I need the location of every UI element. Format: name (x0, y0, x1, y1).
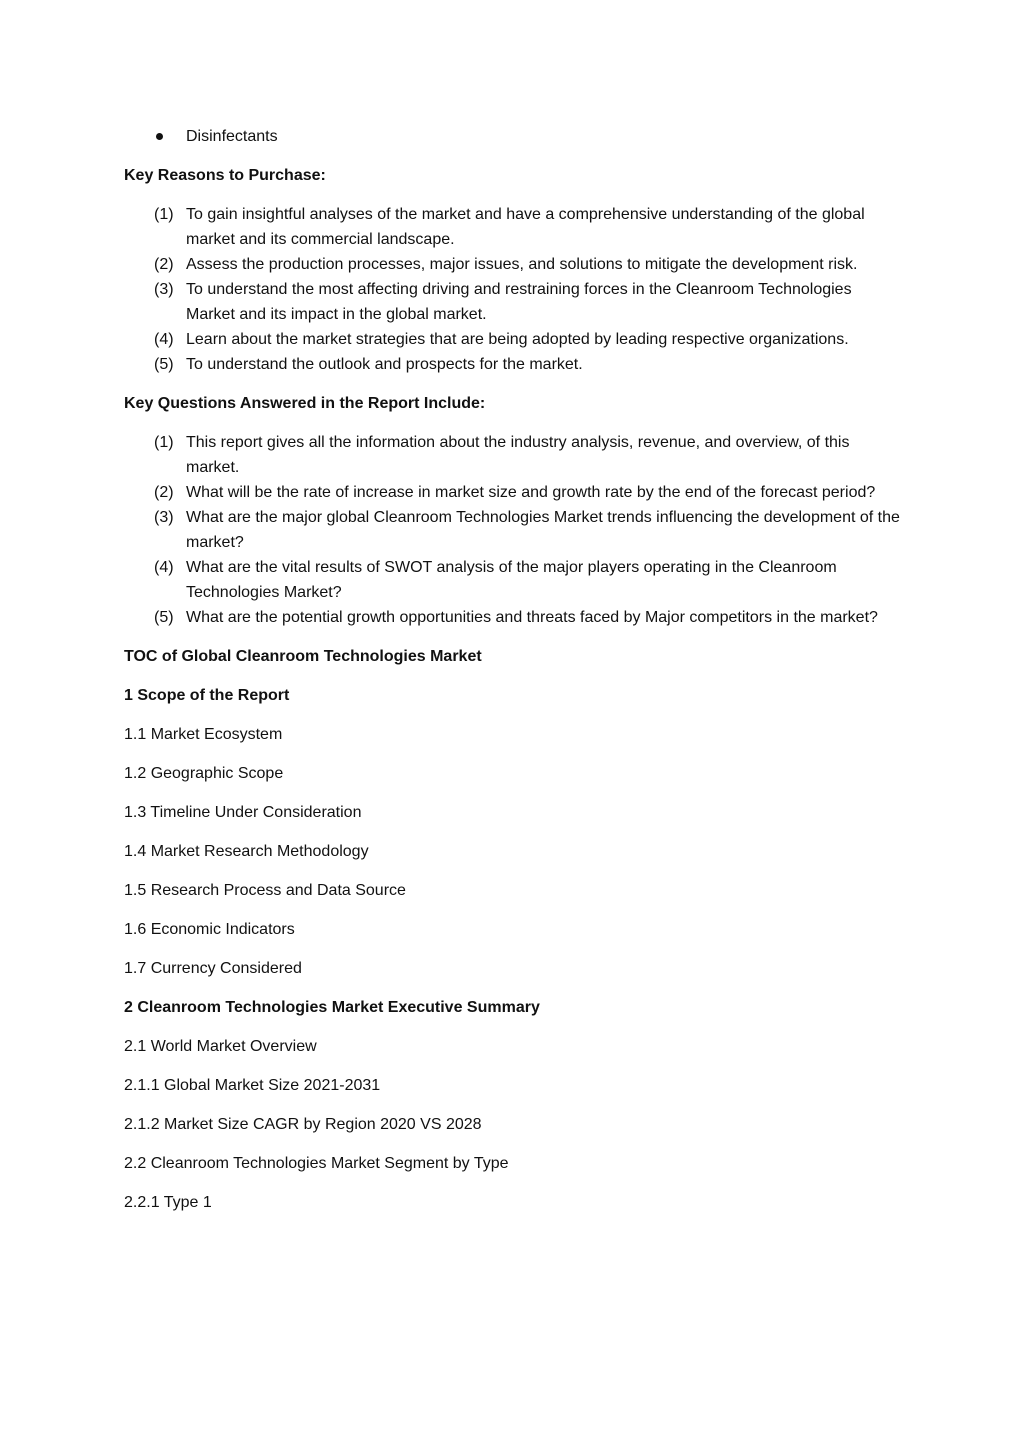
list-item-number: (3) (154, 509, 174, 526)
list-item (124, 480, 904, 505)
list-item (124, 327, 904, 352)
list-item (124, 430, 904, 480)
list-item-text: What are the vital results of SWOT analysis of the major players operating in the Cleanroom Technologies Market? (186, 559, 837, 601)
key-questions-list (124, 430, 904, 630)
list-item-text: To understand the outlook and prospects for the market. (186, 356, 583, 373)
list-item-number: (2) (154, 484, 174, 501)
toc-entry: 1.2 Geographic Scope (124, 765, 284, 782)
list-item-number: (4) (154, 331, 174, 348)
toc-entry: 2.1 World Market Overview (124, 1038, 317, 1055)
key-reasons-heading: Key Reasons to Purchase: (124, 167, 326, 184)
list-item-number: (3) (154, 281, 174, 298)
list-item-text: Assess the production processes, major issues, and solutions to mitigate the development risk. (186, 256, 858, 273)
toc-entry: 1.4 Market Research Methodology (124, 843, 369, 860)
toc-entry: 2.2.1 Type 1 (124, 1194, 212, 1211)
toc-title: TOC of Global Cleanroom Technologies Market (124, 648, 482, 665)
list-item-text: What will be the rate of increase in market size and growth rate by the end of the forecast period? (186, 484, 876, 501)
key-reasons-list (124, 202, 904, 377)
toc-section-heading: 2 Cleanroom Technologies Market Executive Summary (124, 999, 540, 1016)
list-item-number: (2) (154, 256, 174, 273)
list-item-text: Learn about the market strategies that are being adopted by leading respective organizations. (186, 331, 849, 348)
list-item-number: (4) (154, 559, 174, 576)
list-item (124, 352, 904, 377)
list-item (124, 277, 904, 327)
list-item-text: This report gives all the information about the industry analysis, revenue, and overview, of this market. (186, 434, 850, 476)
toc-entry: 1.7 Currency Considered (124, 960, 302, 977)
list-item-number: (5) (154, 609, 174, 626)
toc-entry: 2.2 Cleanroom Technologies Market Segment by Type (124, 1155, 509, 1172)
list-item-text: To gain insightful analyses of the market and have a comprehensive understanding of the global market and its commercial landscape. (186, 206, 865, 248)
list-item-text: What are the potential growth opportunities and threats faced by Major competitors in the market? (186, 609, 878, 626)
toc-entry: 1.1 Market Ecosystem (124, 726, 283, 743)
toc-entry: 2.1.1 Global Market Size 2021-2031 (124, 1077, 381, 1094)
toc-entry: 1.6 Economic Indicators (124, 921, 295, 938)
list-item (124, 605, 904, 630)
list-item-text: To understand the most affecting driving and restraining forces in the Cleanroom Technologies Market and its impact in the global market. (186, 281, 852, 323)
list-item (124, 505, 904, 555)
bullet-dot-icon (156, 133, 163, 140)
toc-section-heading: 1 Scope of the Report (124, 687, 290, 704)
list-item (124, 555, 904, 605)
list-item-text: What are the major global Cleanroom Technologies Market trends influencing the development of the market? (186, 509, 900, 551)
toc-entry: 1.5 Research Process and Data Source (124, 882, 406, 899)
list-item (124, 202, 904, 252)
list-item (124, 252, 904, 277)
bullet-text: Disinfectants (186, 128, 278, 145)
document-page (124, 124, 904, 1229)
toc-entry: 1.3 Timeline Under Consideration (124, 804, 362, 821)
key-questions-heading: Key Questions Answered in the Report Include: (124, 395, 486, 412)
bullet-item-disinfectants (124, 124, 904, 149)
toc-entries (124, 683, 904, 1215)
toc-entry: 2.1.2 Market Size CAGR by Region 2020 VS 2028 (124, 1116, 482, 1133)
list-item-number: (1) (154, 206, 174, 223)
list-item-number: (1) (154, 434, 174, 451)
list-item-number: (5) (154, 356, 174, 373)
